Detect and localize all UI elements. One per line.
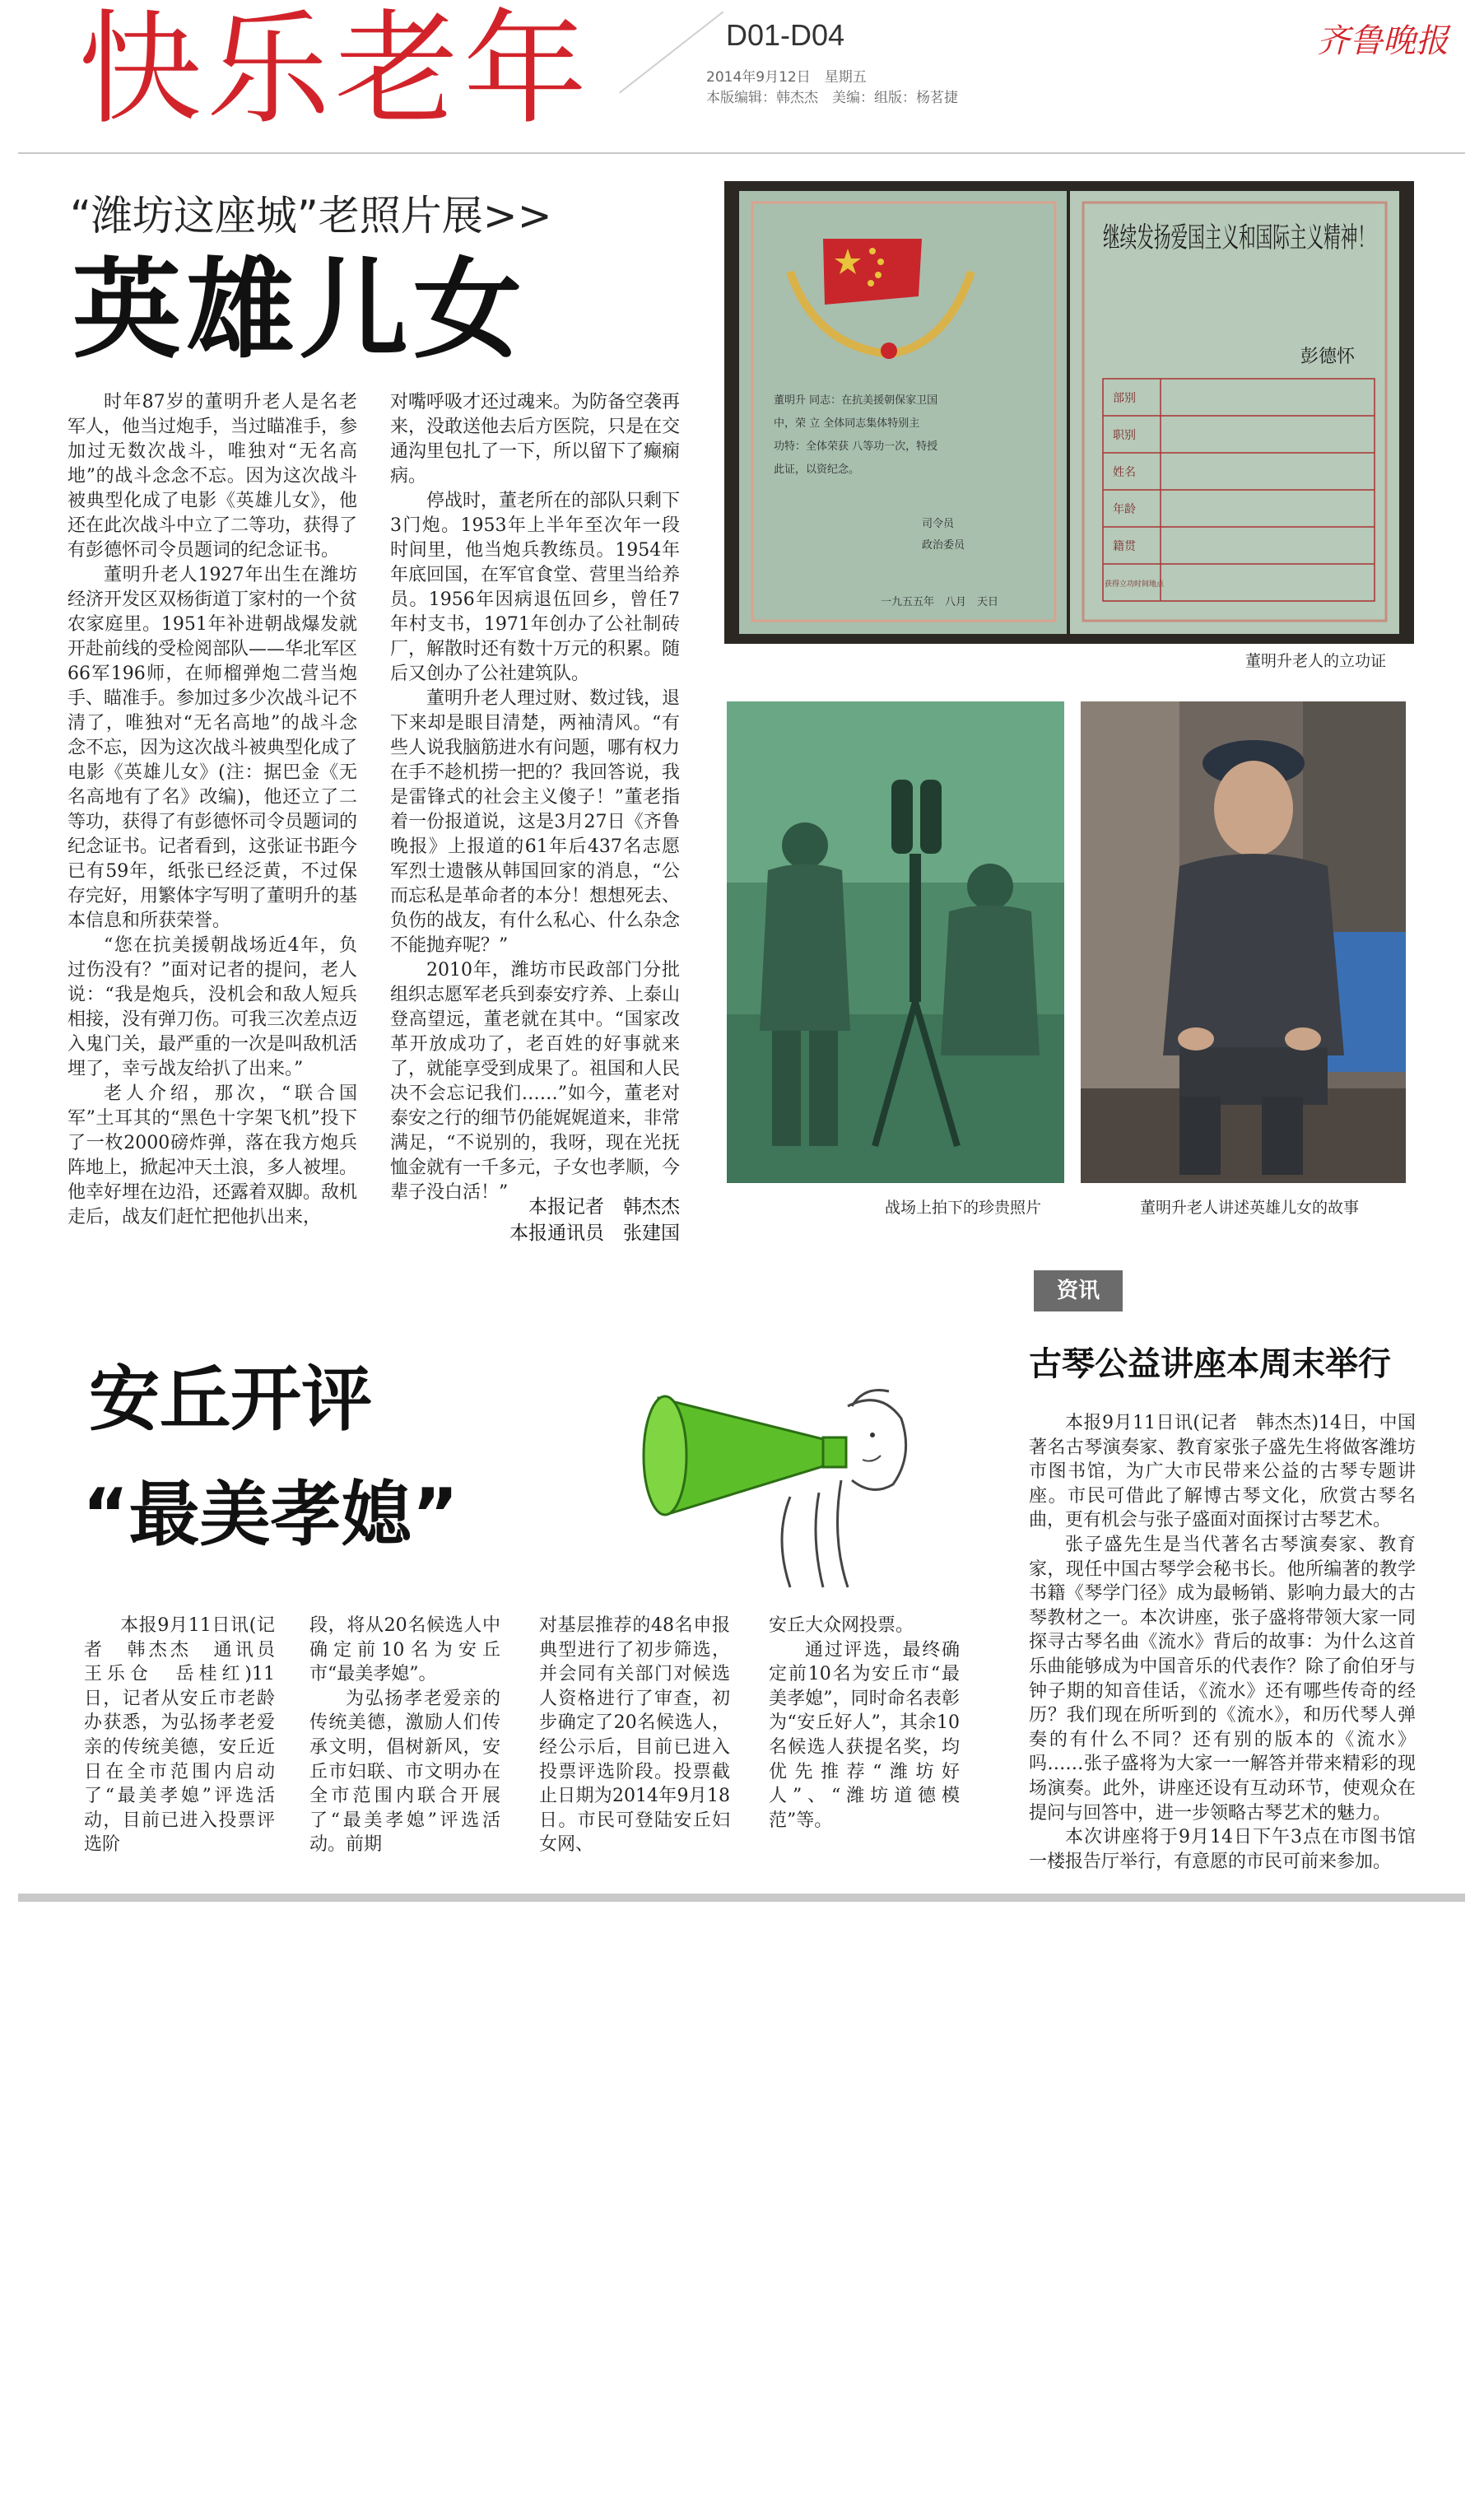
caption-certificate: 董明升老人的立功证 — [1245, 652, 1387, 670]
cert-table-label: 部别 — [1113, 392, 1136, 405]
feature-byline — [390, 1194, 680, 1246]
certificate-photo — [724, 181, 1414, 644]
battlefield-photo — [727, 701, 1064, 1183]
byline-correspondent: 本报通讯员 张建国 — [509, 1223, 680, 1244]
bottom-rule — [18, 1894, 1465, 1902]
paragraph: 本报9月11日讯(记者 韩杰杰)14日，中国著名古琴演奏家、教育家张子盛先生将做客潍坊市图书馆，为广大市民带来公益的古琴专题讲座。市民可借此了解博古琴文化，欣赏古琴名曲，更有机会与张子盛面对面探讨古琴艺术。 — [1029, 1413, 1416, 1531]
cert-table-label: 职别 — [1113, 429, 1136, 442]
editor-line: 本版编辑：韩杰杰 美编：组版：杨茗捷 — [706, 90, 958, 106]
portrait-photo — [1081, 701, 1406, 1183]
story2-column-2 — [309, 1614, 500, 1857]
masthead-rule — [18, 152, 1465, 154]
paragraph: 安丘大众网投票。 — [769, 1615, 914, 1636]
cert-table-label: 姓名 — [1113, 466, 1136, 479]
byline-reporter: 本报记者 韩杰杰 — [528, 1196, 680, 1218]
paragraph: 董明升老人1927年出生在潍坊经济开发区双杨街道丁家村的一个贫农家庭里。1951年补进朝战爆发就开赴前线的受检阅部队——华北军区66军196师，在师榴弹炮二营当炮手、瞄准手。参加过多少次战斗记不清了，唯独对“无名高地”的战斗念念不忘，因为这次战斗被典型化成了电影《英雄儿女》(注：据巴金《无名高地有了名》改编)，他还立了二等功，获得了有彭德怀司令员题词的纪念证书。记者看到，这张证书距今已有59年，纸张已经泛黄，不过保存完好，用繁体字写明了董明升的基本信息和所获荣誉。 — [67, 565, 358, 931]
section-title: 快乐老年 — [78, 0, 593, 142]
paragraph: 为弘扬孝老爱亲的传统美德，激励人们传承文明，倡树新风，安丘市妇联、市文明办在全市范围内联合开展了“最美孝媳”评选活动。前期 — [309, 1688, 500, 1856]
paragraph: “您在抗美援朝战场近4年，负过伤没有？”面对记者的提问，老人说：“我是炮兵，没机会和敌人短兵相接，没有弹刀伤。可我三次差点迈入鬼门关，最严重的一次是叫敌机活埋了，幸亏战友给扒了出来。” — [67, 935, 358, 1079]
cert-signature: 彭德怀 — [1300, 347, 1356, 367]
feature-headline: 英雄儿女 — [72, 247, 527, 374]
megaphone-illustration — [626, 1340, 922, 1612]
portrait-image — [1081, 701, 1406, 1183]
paragraph: 通过评选，最终确定前10名为安丘市“最美孝媳”，同时命名表彰为“安丘好人”，其余10名候选人获提名奖，均优先推荐“潍坊好人”、“潍坊道德模范”等。 — [769, 1639, 960, 1831]
certificate-image — [724, 181, 1414, 644]
caption-battlefield: 战场上拍下的珍贵照片 — [885, 1199, 1042, 1217]
cert-line: 政治委员 — [922, 539, 965, 552]
paragraph: 董明升老人理过财、数过钱，退下来却是眼目清楚，两袖清风。“有些人说我脑筋进水有问题，哪有权力在手不趁机捞一把的？我回答说，我是雷锋式的社会主义傻子！”董老指着一份报道说，这是3月27日《齐鲁晚报》上报道的61年后437名志愿军烈士遗骸从韩国回家的消息，“公而忘私是革命者的本分！想想死去、负伤的战友，有什么私心、什么杂念不能抛弃呢？” — [390, 688, 681, 956]
cert-table-label: 获得立功时间地点 — [1105, 580, 1165, 589]
battlefield-image — [727, 701, 1064, 1183]
cert-line: 董明升 同志：在抗美援朝保家卫国 — [774, 394, 938, 407]
caption-portrait: 董明升老人讲述英雄儿女的故事 — [1140, 1199, 1360, 1217]
cert-line: 一九五五年 八月 天日 — [881, 596, 999, 608]
news-body — [1029, 1411, 1416, 1874]
paragraph: 对基层推荐的48名申报典型进行了初步筛选，并会同有关部门对候选人资格进行了审查，初步确定了20名候选人，经公示后，目前已进入投票评选阶段。投票截止日期为2014年9月18日。市民可登陆安丘妇女网、 — [539, 1615, 730, 1856]
paragraph: 2010年，潍坊市民政部门分批组织志愿军老兵到泰安疗养、上泰山登高望远，董老就在其中。“国家改革开放成功了，老百姓的好事就来了，就能享受到成果了。祖国和人民决不会忘记我们……”如今，董老对泰安之行的细节仍能娓娓道来，非常满足，“不说别的，我呀，现在光抚恤金就有一千多元，子女也孝顺，今辈子没白活！” — [390, 960, 681, 1203]
cert-table-label: 籍贯 — [1113, 540, 1136, 553]
cert-line: 功特：全体荣获 八等功一次，特授 — [774, 440, 938, 453]
paragraph: 本报9月11日讯(记者 韩杰杰 通讯员 王乐仓 岳桂红)11日，记者从安丘市老龄办获悉，为弘扬孝老爱亲的传统美德，安丘近日在全市范围内启动了“最美孝媳”评选活动，目前已进入投票评选阶 — [84, 1615, 294, 1856]
cert-line: 中，荣 立 全体同志集体特别主 — [774, 417, 920, 430]
megaphone-icon — [626, 1340, 922, 1612]
paragraph: 张子盛先生是当代著名古琴演奏家、教育家，现任中国古琴学会秘书长。他所编著的教学书籍《琴学门径》成为最畅销、影响力最大的古琴教材之一。本次讲座，张子盛将带领大家一同探寻古琴名曲《流水》背后的故事：为什么这首乐曲能够成为中国音乐的代表作？除了俞伯牙与钟子期的知音佳话，《流水》还有哪些传奇的经历？我们现在所听到的《流水》，和历代琴人弹奏的有什么不同？还有别的版本的《流水》吗……张子盛将为大家一一解答并带来精彩的现场演奏。此外，讲座还设有互动环节，使观众在提问与回答中，进一步领略古琴艺术的魅力。 — [1029, 1534, 1416, 1824]
masthead-info — [706, 68, 958, 109]
cert-line: 司令员 — [922, 518, 955, 530]
feature-kicker: “潍坊这座城”老照片展>> — [70, 192, 552, 240]
story2-column-4 — [769, 1614, 960, 1833]
paragraph: 停战时，董老所在的部队只剩下3门炮。1953年上半年至次年一段时间里，他当炮兵教练员。1954年年底回国，在军官食堂、营里当给养员。1956年因病退伍回乡，曾任7年村支书，1971年创办了公社制砖厂，解散时还有数十万元的积累。随后又创办了公社建筑队。 — [390, 491, 681, 684]
story2-headline-line2: “最美孝媳” — [82, 1474, 459, 1556]
cert-line: 此证，以资纪念。 — [774, 464, 860, 476]
story2-column-3 — [539, 1614, 730, 1857]
paragraph: 老人介绍，那次，“联合国军”土耳其的“黑色十字架飞机”投下了一枚2000磅炸弹，落在我方炮兵阵地上，掀起冲天土浪，多人被埋。他幸好埋在边沿，还露着双脚。敌机走后，战友们赶忙把他扒出来， — [67, 1083, 358, 1228]
feature-column-1 — [67, 390, 357, 1230]
news-badge: 资讯 — [1034, 1270, 1123, 1311]
page-range: D01-D04 — [726, 18, 845, 52]
story2-column-1 — [84, 1614, 294, 1857]
cert-table-label: 年龄 — [1113, 503, 1136, 516]
cert-slogan: 继续发扬爱国主义和国际主义精神！ — [1103, 221, 1375, 254]
paragraph: 段，将从20名候选人中确定前10名为安丘市“最美孝媳”。 — [309, 1615, 500, 1685]
paragraph: 时年87岁的董明升老人是名老军人，他当过炮手，当过瞄准手，参加过无数次战斗，唯独对“无名高地”的战斗念念不忘。因为这次战斗被典型化成了电影《英雄儿女》，他还在此次战斗中立了二等功，获得了有彭德怀司令员题词的纪念证书。 — [67, 392, 358, 561]
news-headline: 古琴公益讲座本周末举行 — [1029, 1345, 1391, 1383]
date-line: 2014年9月12日 星期五 — [706, 69, 867, 86]
feature-column-2 — [390, 390, 680, 1205]
paragraph: 本次讲座将于9月14日下午3点在市图书馆一楼报告厅举行，有意愿的市民可前来参加。 — [1029, 1827, 1416, 1872]
story2-headline-line1: 安丘开评 — [89, 1358, 372, 1441]
paragraph: 对嘴呼吸才还过魂来。为防备空袭再来，没敢送他去后方医院，只是在交通沟里包扎了一下，所以留下了癫痫病。 — [390, 392, 681, 487]
newspaper-logo: 齐鲁晚报 — [1317, 22, 1449, 60]
